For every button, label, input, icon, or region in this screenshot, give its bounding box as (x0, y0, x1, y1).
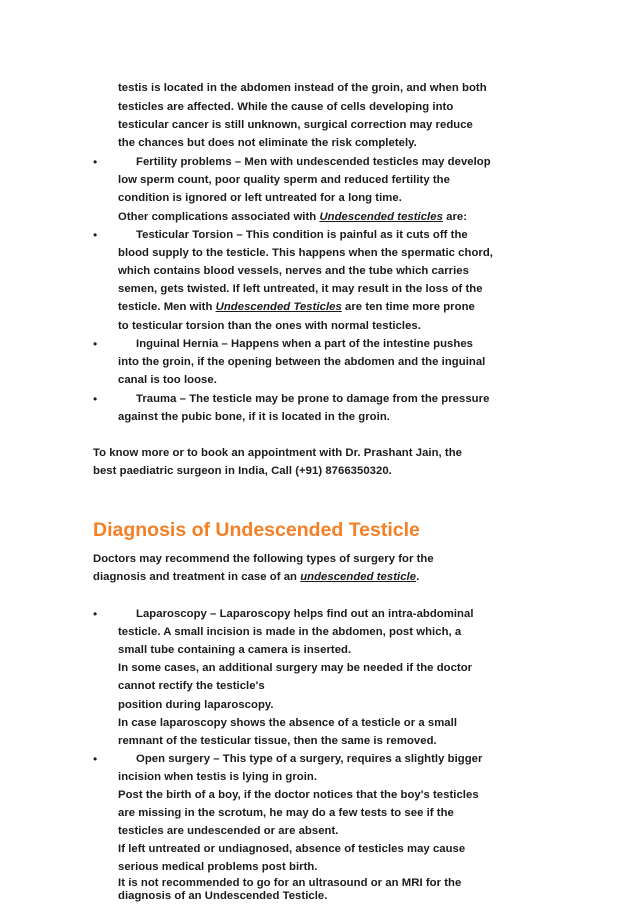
body-text-line: testicle. A small incision is made in the abdomen, post which, a (118, 626, 462, 638)
body-text-line: diagnosis of an Undescended Testicle. (118, 890, 328, 902)
body-text-line: serious medical problems post birth. (118, 861, 318, 873)
body-text-line: In case laparoscopy shows the absence of a testicle or a small (118, 717, 458, 729)
contact-text-line: best paediatric surgeon in India, Call (+91) 8766350320. (93, 465, 392, 477)
body-text-line: Fertility problems – Men with undescended testicles may develop (136, 156, 491, 168)
torsion-emphasis-line (118, 300, 475, 315)
body-text-span: . (416, 571, 420, 583)
body-text-line: to testicular torsion than the ones with normal testicles. (118, 320, 421, 332)
body-text-line: Laparoscopy – Laparoscopy helps find out an intra-abdominal (136, 608, 474, 620)
body-text-span: are: (442, 211, 468, 223)
body-text-line: low sperm count, poor quality sperm and reduced fertility the (118, 174, 450, 186)
body-text-line: canal is too loose. (118, 374, 217, 386)
emphasis-text: Undescended testicles (319, 211, 443, 223)
body-text-span: diagnosis and treatment in case of an (93, 571, 301, 583)
body-text-line: testicles are affected. While the cause of cells developing into (118, 101, 454, 113)
body-text-line: Testicular Torsion – This condition is painful as it cuts off the (136, 229, 468, 241)
bullet-icon: • (93, 228, 98, 242)
body-text-line: Open surgery – This type of a surgery, requires a slightly bigger (136, 753, 483, 765)
bullet-icon: • (93, 392, 98, 406)
bullet-icon: • (93, 337, 98, 351)
body-text-line: are missing in the scrotum, he may do a few tests to see if the (118, 807, 454, 819)
body-text-line: semen, gets twisted. If left untreated, it may result in the loss of the (118, 283, 483, 295)
intro-emphasis-line (93, 570, 419, 585)
body-text-line: Inguinal Hernia – Happens when a part of the intestine pushes (136, 338, 473, 350)
emphasis-text: Undescended Testicles (215, 301, 342, 313)
body-text-line: into the groin, if the opening between the abdomen and the inguinal (118, 356, 486, 368)
body-text-line: testicles are undescended or are absent. (118, 825, 339, 837)
body-text-line: blood supply to the testicle. This happens when the spermatic chord, (118, 247, 493, 259)
contact-text-line: To know more or to book an appointment with Dr. Prashant Jain, the (93, 447, 463, 459)
body-text-line: In some cases, an additional surgery may be needed if the doctor (118, 662, 473, 674)
body-text-line: cannot rectify the testicle's (118, 680, 265, 692)
body-text-line: the chances but does not eliminate the risk completely. (118, 137, 417, 149)
body-text-line: small tube containing a camera is inserted. (118, 644, 352, 656)
emphasis-text: undescended testicle (300, 571, 417, 583)
body-text-line: If left untreated or undiagnosed, absence of testicles may cause (118, 843, 466, 855)
body-text-line: testicular cancer is still unknown, surgical correction may reduce (118, 119, 473, 131)
body-text-line: remnant of the testicular tissue, then the same is removed. (118, 735, 437, 747)
body-text-line: which contains blood vessels, nerves and the tube which carries (118, 265, 469, 277)
body-text-line: against the pubic bone, if it is located in the groin. (118, 411, 390, 423)
body-text-span: testicle. Men with (118, 301, 216, 313)
body-text-line: It is not recommended to go for an ultrasound or an MRI for the (118, 877, 462, 889)
bullet-icon: • (93, 607, 98, 621)
body-text-line: Post the birth of a boy, if the doctor notices that the boy's testicles (118, 789, 479, 801)
body-text-line: position during laparoscopy. (118, 699, 274, 711)
body-text-line: incision when testis is lying in groin. (118, 771, 318, 783)
body-text-line: condition is ignored or left untreated for a long time. (118, 192, 402, 204)
body-text-span: Other complications associated with (118, 211, 320, 223)
other-complications-line (118, 210, 467, 225)
body-text-line: Doctors may recommend the following types of surgery for the (93, 553, 434, 565)
body-text-line: testis is located in the abdomen instead of the groin, and when both (118, 82, 487, 94)
body-text-span: are ten time more prone (341, 301, 475, 313)
body-text-line: Trauma – The testicle may be prone to damage from the pressure (136, 393, 490, 405)
bullet-icon: • (93, 752, 98, 766)
section-heading: Diagnosis of Undescended Testicle (93, 519, 420, 541)
bullet-icon: • (93, 155, 98, 169)
